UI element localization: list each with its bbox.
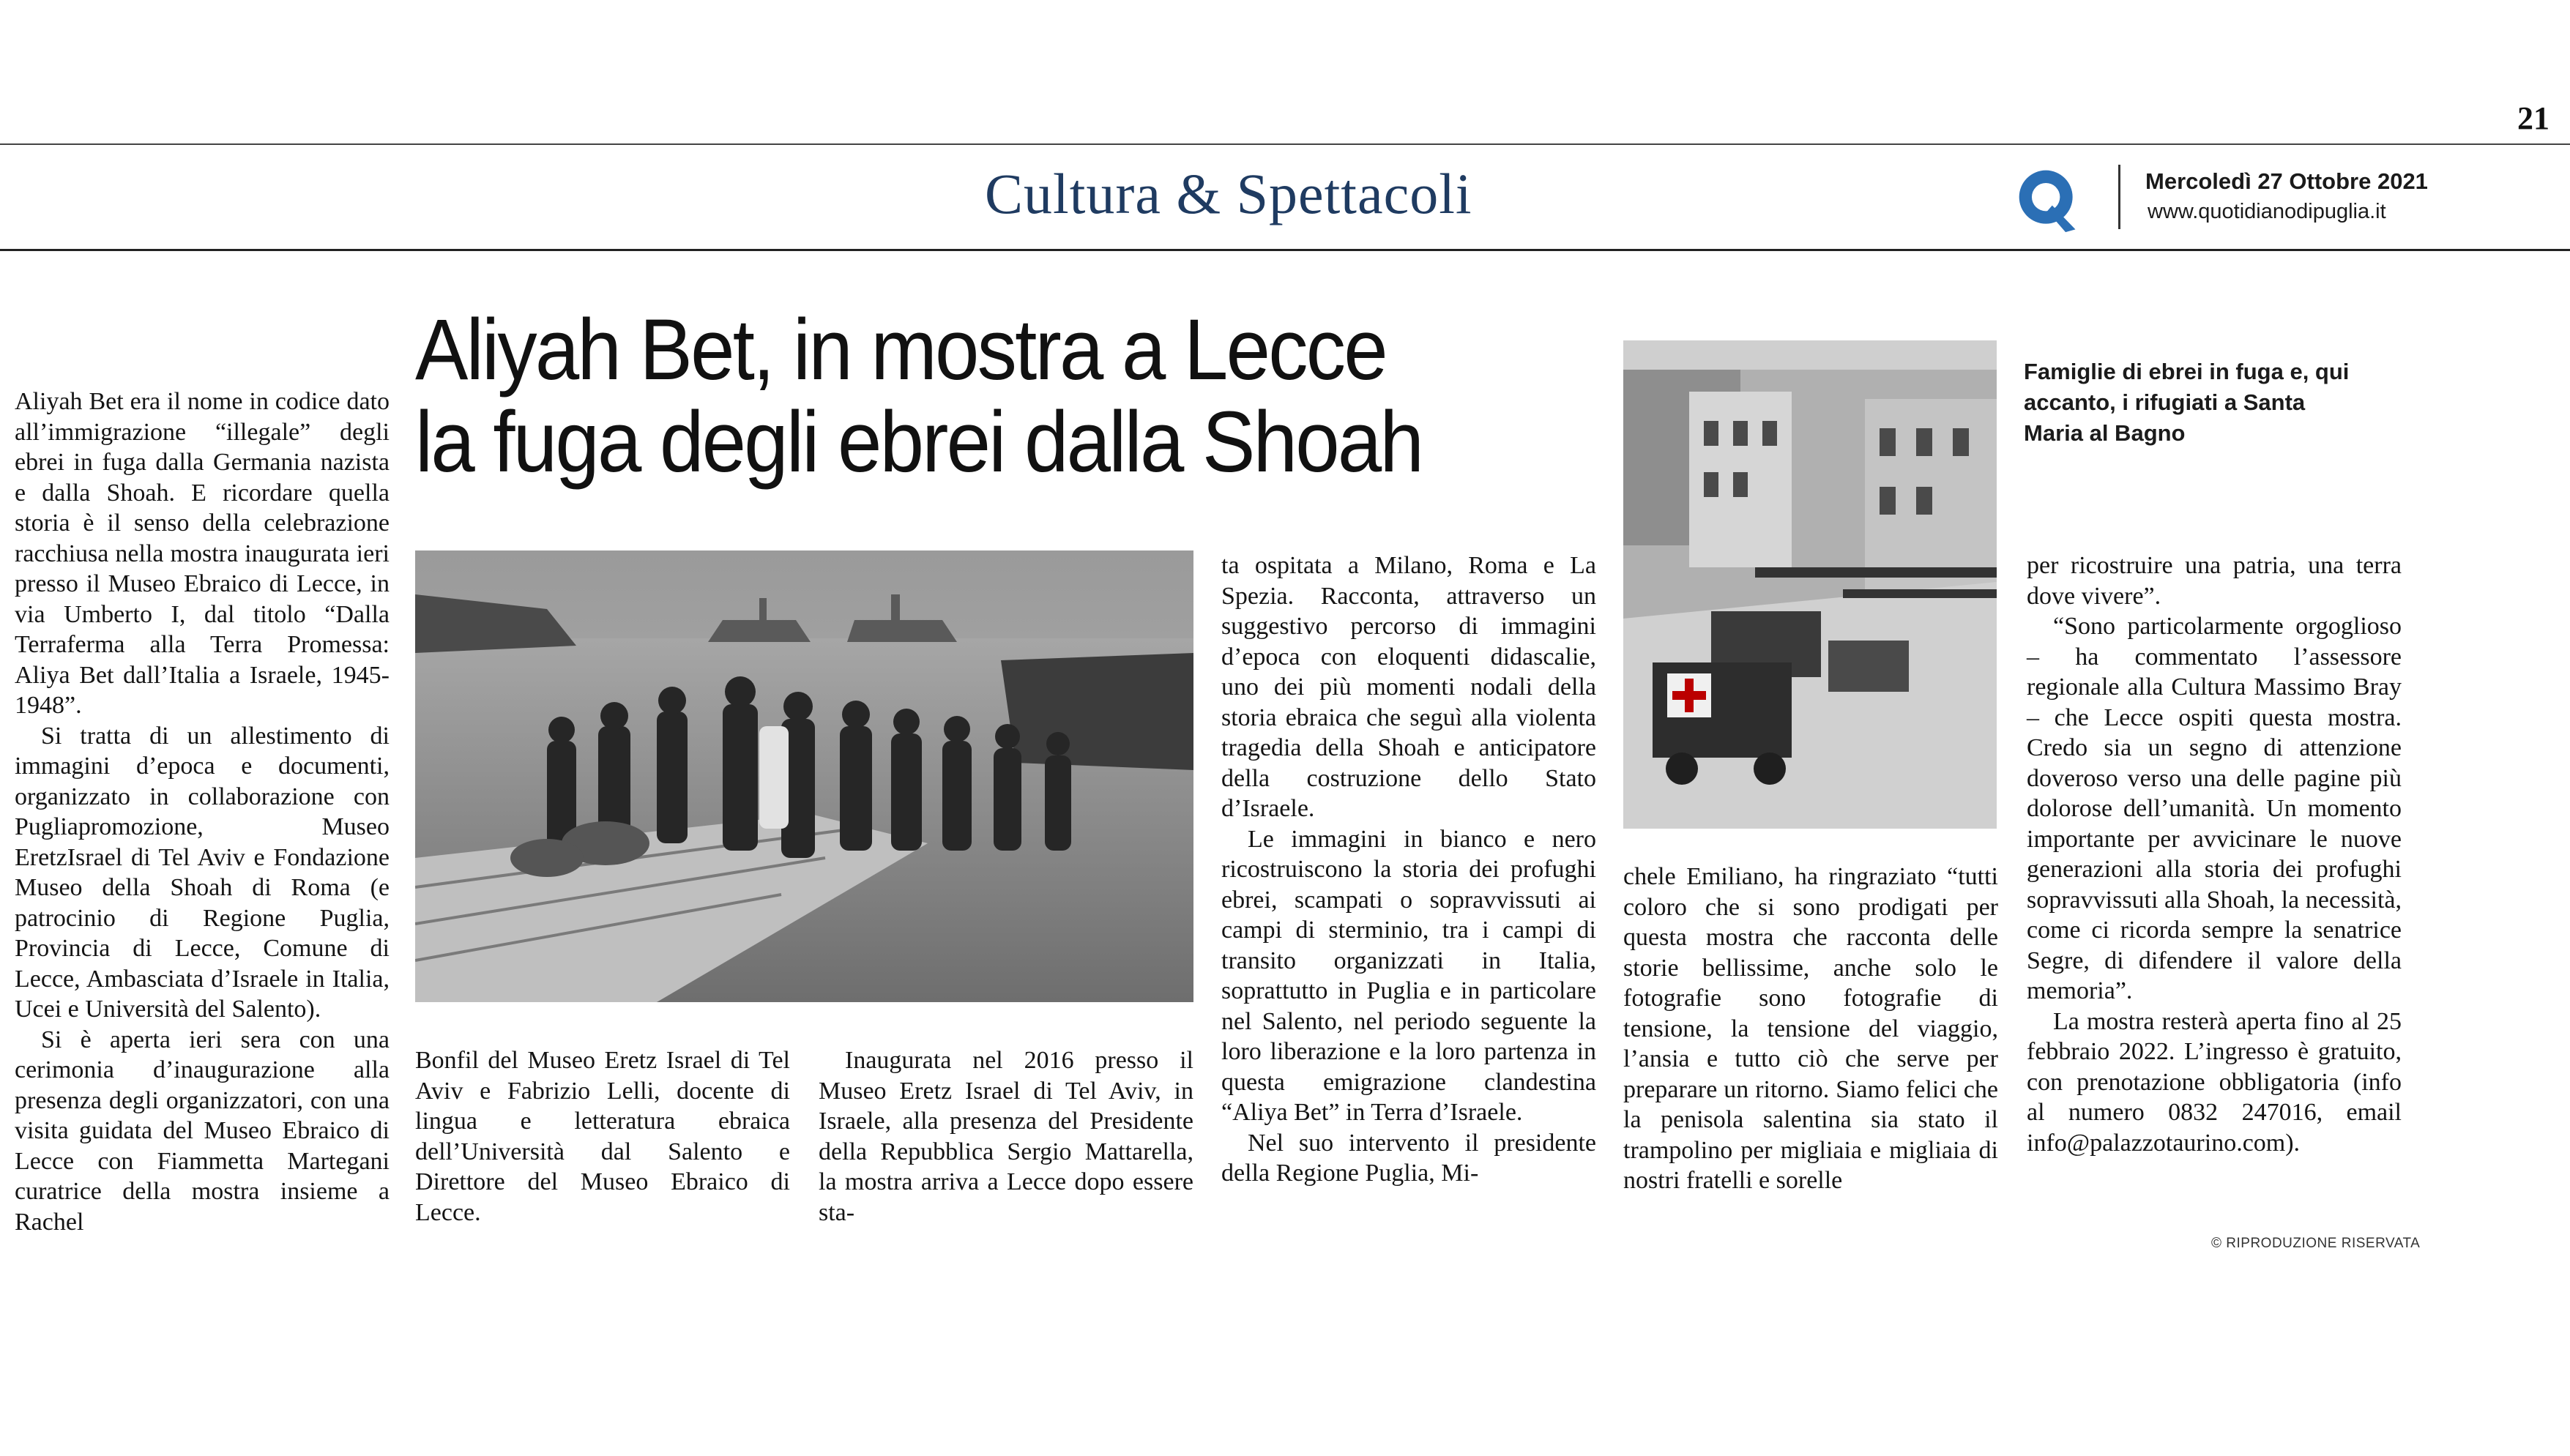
paragraph: Bonfil del Museo Eretz Israel di Tel Aviv e Fabrizio Lelli, docente di lingua e letteratura ebraica dell’Università dal Salento e Direttore del Museo Ebraico di Lecce.: [415, 1047, 790, 1226]
article-column-5: [1623, 862, 1998, 1196]
newspaper-logo-icon: [2014, 165, 2084, 235]
paragraph: Si è aperta ieri sera con una cerimonia d’inaugurazione alla presenza degli organizzatori, con una visita guidata del Museo Ebraico di Lecce con Fiammetta Martegani curatrice della mostra insieme a Rachel: [15, 1026, 390, 1236]
paragraph: Le immagini in bianco e nero ricostruiscono la storia dei profughi ebrei, scampati o sopravvissuti ai campi di sterminio, tra i campi di transito organizzati in Italia, soprattutto in Puglia e in particolare nel Salento, nel periodo seguente la loro liberazione e la loro partenza in questa emigrazione clandestina “Aliya Bet” in Terra d’Israele.: [1221, 825, 1596, 1126]
paragraph: ta ospitata a Milano, Roma e La Spezia. Racconta, attraverso un suggestivo percorso di immagini d’epoca con eloquenti didascalie, uno dei più momenti nodali della storia ebraica che seguì alla violenta tragedia della Shoah e anticipatore della costruzione dello Stato d’Israele.: [1221, 552, 1596, 822]
main-photo: [415, 550, 1193, 1002]
paragraph: “Sono particolarmente orgoglioso – ha commentato l’assessore regionale alla Cultura Massimo Bray – che Lecce ospiti questa mostra. Credo sia un segno di attenzione doveroso verso una delle pagine più dolorose dell’umanità. Un momento importante per avvicinare le nuove generazioni alla storia dei profughi sopravvissuti alla Shoah, la necessità, come ci ricorda sempre la senatrice Segre, di difendere il valore della memoria”.: [2027, 613, 2402, 1004]
paragraph: Si tratta di un allestimento di immagini d’epoca e documenti, organizzato in collaborazione con Pugliapromozione, Museo EretzIsrael di Tel Aviv e Fondazione Museo della Shoah di Roma (e patrocinio di Regione Puglia, Provincia di Lecce, Comune di Lecce, Ambasciata d’Israele in Italia, Ucei e Università del Salento).: [15, 722, 390, 1023]
paragraph: chele Emiliano, ha ringraziato “tutti coloro che si sono prodigati per questa mostra che racconta delle storie bellissime, anche solo le fotografie sono fotografie di tensione, la tensione del viaggio, l’ansia e tutto ciò che serve per preparare un ritorno. Siamo felici che la penisola salentina sia stato il trampolino per migliaia e migliaia di nostri fratelli e sorelle: [1623, 863, 1998, 1194]
refugees-dock-photo: [415, 550, 1193, 1002]
secondary-photo: [1623, 340, 1997, 829]
article-column-3: [819, 1045, 1193, 1228]
paragraph: Nel suo intervento il presidente della Regione Puglia, Mi-: [1221, 1129, 1596, 1187]
paragraph: La mostra resterà aperta fino al 25 febbraio 2022. L’ingresso è gratuito, con prenotazione obbligatoria (info al numero 0832 247016, email info@palazzotaurino.com).: [2027, 1007, 2402, 1157]
paragraph: per ricostruire una patria, una terra dove vivere”.: [2027, 552, 2402, 610]
section-title: Cultura & Spettacoli: [985, 162, 1472, 225]
top-rule: [0, 143, 2570, 145]
copyright-notice: © RIPRODUZIONE RISERVATA: [2211, 1236, 2421, 1251]
header-rule: [0, 249, 2570, 251]
article-column-1: [15, 387, 390, 1237]
headline: [415, 304, 1513, 488]
article-column-4: [1221, 550, 1596, 1189]
article-column-2: [415, 1045, 790, 1228]
paragraph: Aliyah Bet era il nome in codice dato all’immigrazione “illegale” degli ebrei in fuga dalla Germania nazista e dalla Shoah. E ricordare quella storia è il senso della celebrazione racchiusa nella mostra inaugurata ieri presso il Museo Ebraico di Lecce, in via Umberto I, dal titolo “Dalla Terraferma alla Terra Promessa: Aliya Bet dall’Italia a Israele, 1945-1948”.: [15, 388, 390, 719]
headline-line-1: Aliyah Bet, in mostra a Lecce: [415, 302, 1386, 398]
header-separator: [2118, 165, 2120, 229]
headline-line-2: la fuga degli ebrei dalla Shoah: [415, 394, 1423, 490]
website-link[interactable]: www.quotidianodipuglia.it: [2148, 200, 2386, 223]
santa-maria-al-bagno-photo: [1623, 340, 1997, 829]
dateline: Mercoledì 27 Ottobre 2021: [2145, 168, 2428, 194]
article-column-6: [2027, 550, 2402, 1158]
paragraph: Inaugurata nel 2016 presso il Museo Eretz Israel di Tel Aviv, in Israele, alla presenza del Presidente della Repubblica Sergio Mattarella, la mostra arriva a Lecce dopo essere sta-: [819, 1047, 1193, 1226]
photo-caption: Famiglie di ebrei in fuga e, qui accanto, i rifugiati a Santa Maria al Bagno: [2024, 359, 2350, 446]
page-number: 21: [2517, 100, 2549, 136]
